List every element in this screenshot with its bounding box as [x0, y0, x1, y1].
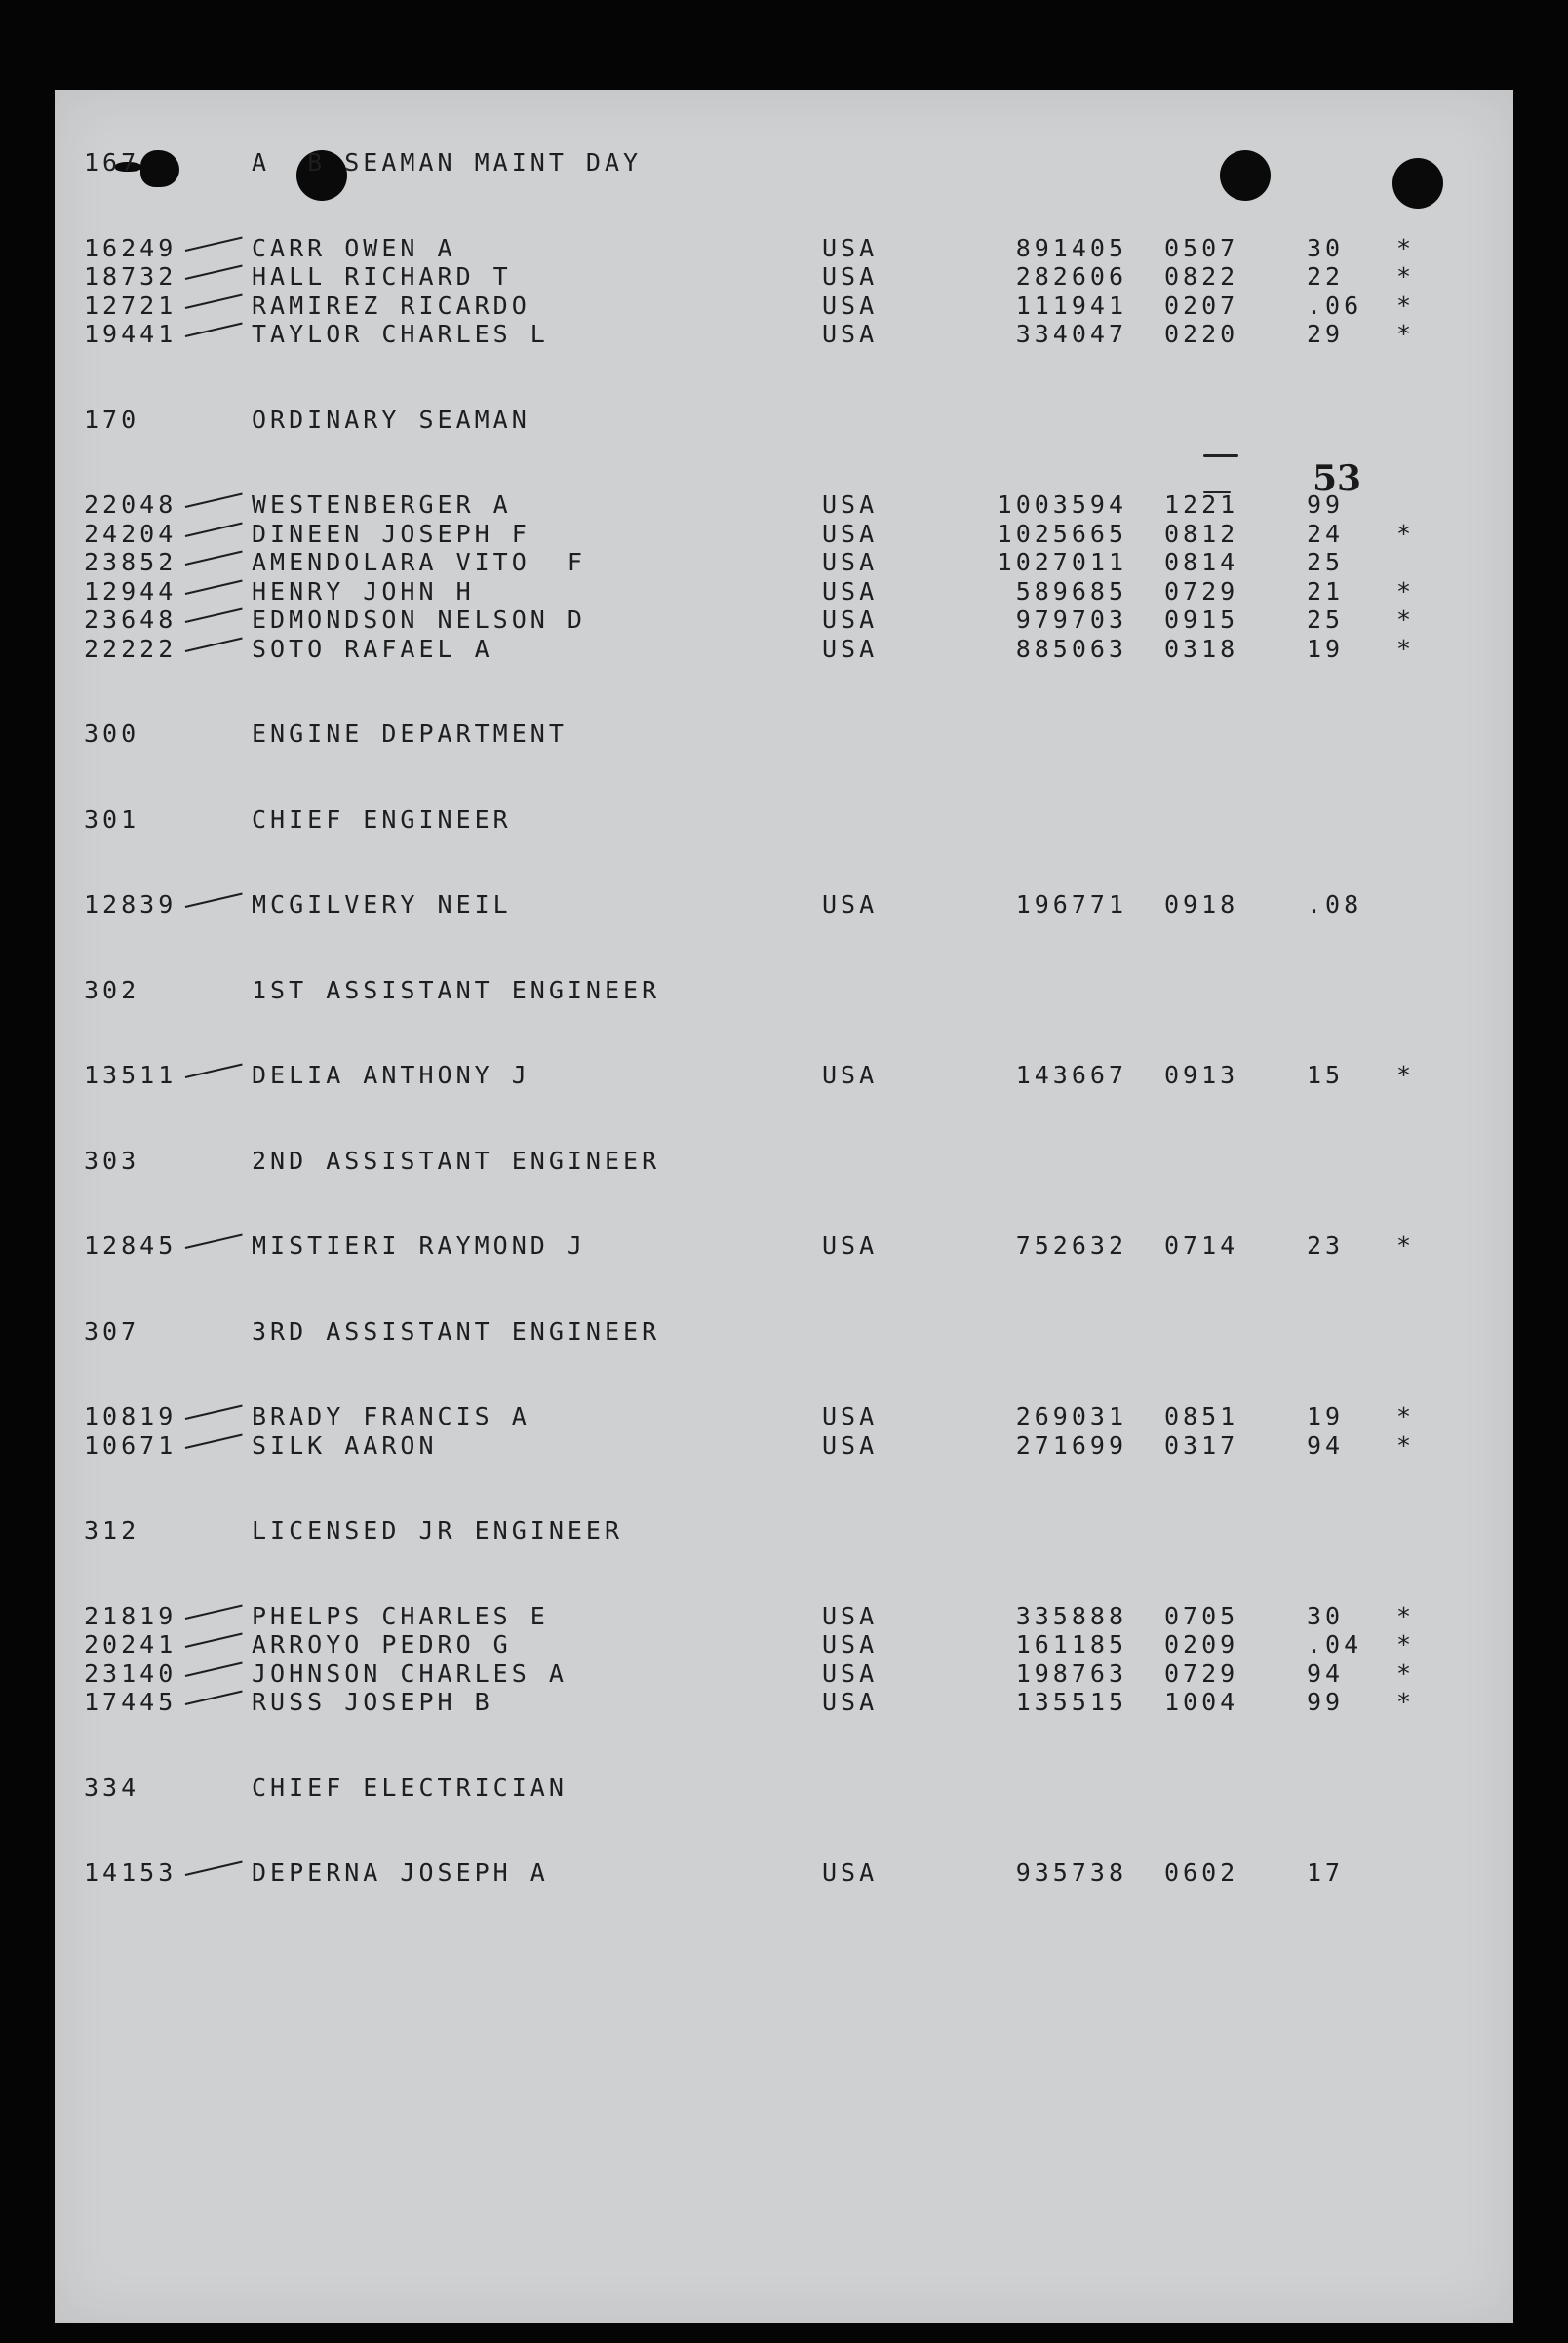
crew-number: 23140 — [84, 1659, 177, 1688]
rating-section — [84, 1516, 1449, 1717]
rating-section — [84, 1147, 1449, 1261]
asterisk-mark: * — [1396, 576, 1416, 605]
crew-value: 99 — [1307, 1688, 1345, 1716]
crew-value: 25 — [1307, 548, 1345, 576]
check-tick-icon — [185, 1433, 243, 1448]
check-tick-icon — [185, 293, 243, 308]
crew-id-number: 891405 — [1015, 233, 1127, 262]
check-tick-icon — [185, 893, 243, 908]
crew-id-number: 334047 — [1015, 320, 1127, 348]
rating-title: CHIEF ELECTRICIAN — [252, 1773, 568, 1802]
asterisk-mark: * — [1396, 634, 1416, 663]
crew-row — [84, 292, 1449, 321]
rating-code: 334 — [84, 1773, 140, 1802]
asterisk-mark: * — [1396, 1659, 1416, 1688]
crew-date-code: 0915 — [1164, 605, 1239, 634]
asterisk-mark: * — [1396, 519, 1416, 548]
crew-name: EDMONDSON NELSON D — [252, 605, 586, 634]
check-tick-icon — [185, 1604, 243, 1619]
crew-id-number: 161185 — [1015, 1630, 1127, 1659]
rating-code: 300 — [84, 720, 140, 748]
rating-code: 167 — [84, 148, 140, 176]
crew-id-number: 885063 — [1015, 634, 1127, 663]
asterisk-mark: * — [1396, 1688, 1416, 1716]
crew-name: DELIA ANTHONY J — [252, 1061, 530, 1089]
crew-name: MCGILVERY NEIL — [252, 890, 512, 918]
crew-date-code: 0209 — [1164, 1630, 1239, 1659]
rating-title: CHIEF ENGINEER — [252, 804, 512, 834]
crew-number: 18732 — [84, 262, 177, 291]
crew-nationality: USA — [822, 320, 879, 348]
crew-value: 21 — [1307, 576, 1345, 605]
crew-date-code: 1004 — [1164, 1688, 1239, 1716]
crew-nationality: USA — [822, 576, 879, 605]
crew-number: 13511 — [84, 1061, 177, 1089]
crew-nationality: USA — [822, 1430, 879, 1460]
crew-nationality: USA — [822, 890, 879, 918]
crew-id-number: 282606 — [1015, 262, 1127, 291]
crew-nationality: USA — [822, 1601, 879, 1630]
section-heading — [84, 720, 1449, 749]
crew-row — [84, 320, 1449, 349]
crew-number: 21819 — [84, 1601, 177, 1630]
check-tick-icon — [185, 1661, 243, 1676]
crew-id-number: 1027011 — [997, 548, 1127, 576]
check-tick-icon — [185, 608, 243, 623]
crew-value: .08 — [1307, 890, 1363, 918]
check-tick-icon — [185, 637, 243, 651]
crew-name: SOTO RAFAEL A — [252, 634, 493, 663]
crew-value: .04 — [1307, 1630, 1363, 1659]
page-number: 53 — [1313, 458, 1362, 499]
crew-nationality: USA — [822, 291, 879, 320]
crew-value: 99 — [1307, 490, 1345, 519]
crew-date-code: 0812 — [1164, 519, 1239, 548]
crew-value: 24 — [1307, 519, 1345, 548]
rating-code: 307 — [84, 1316, 140, 1346]
crew-name: DINEEN JOSEPH F — [252, 519, 530, 548]
crew-row — [84, 1061, 1449, 1090]
rating-code: 301 — [84, 804, 140, 834]
section-heading — [84, 406, 1449, 435]
crew-value: 30 — [1307, 1601, 1345, 1630]
check-tick-icon — [185, 265, 243, 280]
crew-row — [84, 262, 1449, 292]
section-heading — [84, 1516, 1449, 1545]
crew-nationality: USA — [822, 1231, 879, 1260]
check-tick-icon — [185, 323, 243, 337]
crew-row — [84, 1602, 1449, 1631]
crew-nationality: USA — [822, 1858, 879, 1887]
rating-code: 303 — [84, 1146, 140, 1175]
crew-name: TAYLOR CHARLES L — [252, 320, 549, 348]
crew-date-code: 0729 — [1164, 1659, 1239, 1688]
crew-date-code: 0318 — [1164, 634, 1239, 663]
crew-date-code: 0729 — [1164, 576, 1239, 605]
section-heading — [84, 976, 1449, 1005]
crew-nationality: USA — [822, 1659, 879, 1688]
crew-nationality: USA — [822, 490, 879, 519]
crew-number: 12721 — [84, 291, 177, 320]
crew-date-code: 0705 — [1164, 1601, 1239, 1630]
crew-id-number: 752632 — [1015, 1231, 1127, 1260]
crew-row — [84, 548, 1449, 577]
crew-listing — [84, 148, 1449, 1944]
asterisk-mark: * — [1396, 1061, 1416, 1089]
crew-date-code: 0822 — [1164, 262, 1239, 291]
crew-id-number: 979703 — [1015, 605, 1127, 634]
crew-row — [84, 635, 1449, 664]
rating-title: A B SEAMAN MAINT DAY — [252, 148, 643, 176]
crew-nationality: USA — [822, 605, 879, 634]
crew-value: 94 — [1307, 1430, 1345, 1460]
asterisk-mark: * — [1396, 233, 1416, 262]
check-tick-icon — [185, 579, 243, 594]
crew-row — [84, 520, 1449, 549]
crew-id-number: 196771 — [1015, 890, 1127, 918]
crew-nationality: USA — [822, 1630, 879, 1659]
section-heading — [84, 1317, 1449, 1347]
crew-number: 12845 — [84, 1231, 177, 1260]
crew-value: 25 — [1307, 605, 1345, 634]
rating-title: LICENSED JR ENGINEER — [252, 1516, 624, 1544]
section-heading — [84, 148, 1449, 177]
crew-value: 22 — [1307, 262, 1345, 291]
section-heading — [84, 805, 1449, 835]
asterisk-mark: * — [1396, 320, 1416, 348]
asterisk-mark: * — [1396, 1601, 1416, 1630]
asterisk-mark: * — [1396, 1430, 1416, 1460]
crew-nationality: USA — [822, 1402, 879, 1430]
rating-title: 2ND ASSISTANT ENGINEER — [252, 1146, 661, 1175]
crew-nationality: USA — [822, 519, 879, 548]
crew-value: 30 — [1307, 233, 1345, 262]
crew-name: RUSS JOSEPH B — [252, 1688, 493, 1716]
asterisk-mark: * — [1396, 291, 1416, 320]
crew-name: JOHNSON CHARLES A — [252, 1659, 568, 1688]
crew-number: 24204 — [84, 519, 177, 548]
crew-number: 12944 — [84, 576, 177, 605]
crew-date-code: 0913 — [1164, 1061, 1239, 1089]
crew-value: 23 — [1307, 1231, 1345, 1260]
check-tick-icon — [185, 1861, 243, 1876]
crew-date-code: 0814 — [1164, 548, 1239, 576]
rating-section — [84, 720, 1449, 749]
crew-row — [84, 1630, 1449, 1660]
crew-number: 12839 — [84, 890, 177, 918]
rating-title: 1ST ASSISTANT ENGINEER — [252, 975, 661, 1004]
crew-number: 23648 — [84, 605, 177, 634]
crew-value: 94 — [1307, 1659, 1345, 1688]
crew-nationality: USA — [822, 1688, 879, 1716]
crew-number: 20241 — [84, 1630, 177, 1659]
check-tick-icon — [185, 1405, 243, 1420]
crew-nationality: USA — [822, 262, 879, 291]
crew-date-code: 0851 — [1164, 1402, 1239, 1430]
crew-name: BRADY FRANCIS A — [252, 1402, 530, 1430]
crew-value: 19 — [1307, 634, 1345, 663]
check-tick-icon — [185, 1234, 243, 1249]
check-tick-icon — [185, 1633, 243, 1648]
crew-date-code: 0317 — [1164, 1430, 1239, 1460]
check-tick-icon — [185, 551, 243, 566]
asterisk-mark: * — [1396, 1402, 1416, 1430]
crew-row — [84, 1231, 1449, 1261]
crew-row — [84, 490, 1449, 520]
crew-date-code: 0507 — [1164, 233, 1239, 262]
crew-number: 17445 — [84, 1688, 177, 1716]
crew-row — [84, 1858, 1449, 1888]
rating-section — [84, 148, 1449, 349]
crew-id-number: 1003594 — [997, 490, 1127, 519]
crew-nationality: USA — [822, 233, 879, 262]
crew-date-code: 0918 — [1164, 890, 1239, 918]
crew-value: 29 — [1307, 320, 1345, 348]
crew-name: HALL RICHARD T — [252, 262, 512, 291]
crew-id-number: 143667 — [1015, 1061, 1127, 1089]
crew-number: 23852 — [84, 548, 177, 576]
crew-row — [84, 605, 1449, 635]
crew-date-code: 0220 — [1164, 320, 1239, 348]
crew-row — [84, 890, 1449, 919]
crew-nationality: USA — [822, 548, 879, 576]
rating-title: 3RD ASSISTANT ENGINEER — [252, 1316, 661, 1346]
crew-number: 10819 — [84, 1402, 177, 1430]
rating-section — [84, 976, 1449, 1090]
check-tick-icon — [185, 493, 243, 508]
check-tick-icon — [185, 1691, 243, 1705]
rating-code: 170 — [84, 405, 140, 434]
crew-name: SILK AARON — [252, 1430, 438, 1460]
section-heading — [84, 1774, 1449, 1803]
crew-value: 15 — [1307, 1061, 1345, 1089]
crew-nationality: USA — [822, 634, 879, 663]
section-heading — [84, 1147, 1449, 1176]
asterisk-mark: * — [1396, 605, 1416, 634]
rating-section — [84, 1774, 1449, 1888]
crew-row — [84, 577, 1449, 606]
asterisk-mark: * — [1396, 262, 1416, 291]
crew-name: RAMIREZ RICARDO — [252, 291, 530, 320]
rating-code: 302 — [84, 975, 140, 1004]
asterisk-mark: * — [1396, 1231, 1416, 1260]
crew-date-code: 0602 — [1164, 1858, 1239, 1887]
check-tick-icon — [185, 236, 243, 251]
check-tick-icon — [185, 522, 243, 536]
crew-id-number: 1025665 — [997, 519, 1127, 548]
crew-row — [84, 234, 1449, 263]
crew-row — [84, 1431, 1449, 1461]
crew-number: 22222 — [84, 634, 177, 663]
crew-name: AMENDOLARA VITO F — [252, 548, 586, 576]
crew-name: WESTENBERGER A — [252, 490, 512, 519]
asterisk-mark: * — [1396, 1630, 1416, 1659]
crew-row — [84, 1402, 1449, 1431]
crew-name: HENRY JOHN H — [252, 576, 475, 605]
rating-section — [84, 406, 1449, 664]
crew-name: CARR OWEN A — [252, 233, 456, 262]
crew-id-number: 135515 — [1015, 1688, 1127, 1716]
crew-value: .06 — [1307, 291, 1363, 320]
crew-name: DEPERNA JOSEPH A — [252, 1858, 549, 1887]
crew-id-number: 271699 — [1015, 1430, 1127, 1460]
crew-value: 19 — [1307, 1402, 1345, 1430]
crew-number: 14153 — [84, 1858, 177, 1887]
crew-name: MISTIERI RAYMOND J — [252, 1231, 586, 1260]
crew-name: ARROYO PEDRO G — [252, 1630, 512, 1659]
crew-date-code: 1221 — [1164, 490, 1239, 519]
crew-number: 10671 — [84, 1430, 177, 1460]
crew-id-number: 935738 — [1015, 1858, 1127, 1887]
crew-value: 17 — [1307, 1858, 1345, 1887]
crew-id-number: 335888 — [1015, 1601, 1127, 1630]
crew-row — [84, 1688, 1449, 1717]
crew-number: 22048 — [84, 490, 177, 519]
rating-section — [84, 805, 1449, 919]
crew-id-number: 111941 — [1015, 291, 1127, 320]
crew-date-code: 0714 — [1164, 1231, 1239, 1260]
crew-name: PHELPS CHARLES E — [252, 1601, 549, 1630]
check-tick-icon — [185, 1064, 243, 1078]
crew-row — [84, 1660, 1449, 1689]
crew-number: 16249 — [84, 233, 177, 262]
rating-title: ENGINE DEPARTMENT — [252, 720, 568, 748]
crew-number: 19441 — [84, 320, 177, 348]
crew-id-number: 269031 — [1015, 1402, 1127, 1430]
crew-date-code: 0207 — [1164, 291, 1239, 320]
crew-nationality: USA — [822, 1061, 879, 1089]
crew-id-number: 589685 — [1015, 576, 1127, 605]
rating-code: 312 — [84, 1516, 140, 1544]
rating-section — [84, 1317, 1449, 1461]
crew-id-number: 198763 — [1015, 1659, 1127, 1688]
rating-title: ORDINARY SEAMAN — [252, 405, 530, 434]
